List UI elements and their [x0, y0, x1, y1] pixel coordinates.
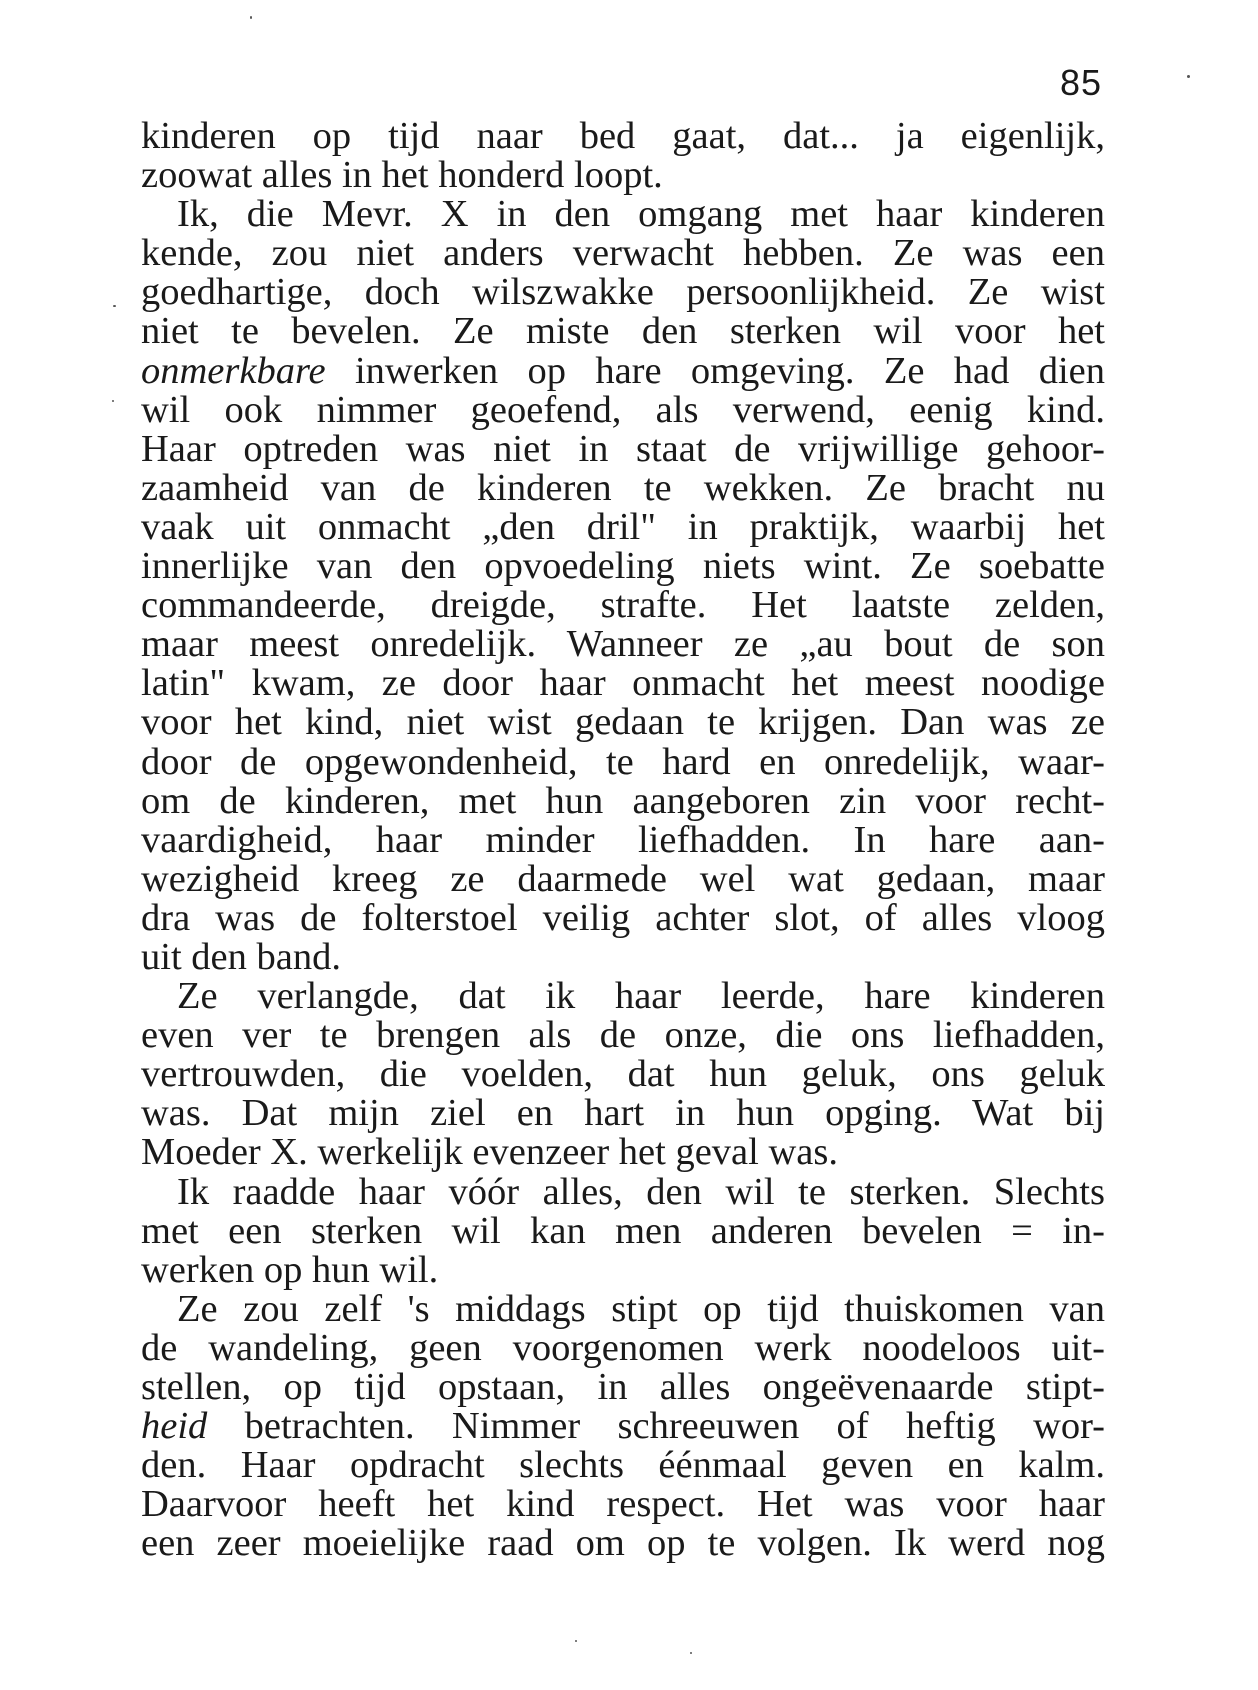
text-line: [141, 977, 1105, 1016]
text-line: [141, 1209, 1105, 1252]
scan-speck: [250, 16, 252, 19]
text-line: [141, 703, 1105, 742]
text-fragment: Haar optreden was niet in staat de vrijwillige gehoor-: [141, 427, 1105, 470]
text-line: [141, 195, 1105, 234]
text-fragment: goedhartige, doch wilszwakke persoonlijkheid. Ze wist: [141, 271, 1105, 314]
text-fragment: stellen, op tijd opstaan, in alles ongeëvenaarde stipt-: [141, 1366, 1105, 1408]
text-line: [141, 1248, 1105, 1291]
text-fragment: Ik raadde haar vóór alles, den wil te sterken. Slechts: [177, 1170, 1105, 1213]
text-fragment: niet te bevelen. Ze miste den sterken wil voor het: [141, 310, 1105, 353]
text-line: [141, 1287, 1105, 1330]
body-text: [141, 117, 1105, 1563]
text-line: [141, 896, 1105, 939]
text-line: [141, 388, 1105, 431]
text-line: [141, 273, 1105, 312]
text-fragment: wil ook nimmer geoefend, als verwend, eenig kind.: [141, 388, 1105, 431]
text-line: [141, 1407, 1105, 1446]
text-line: [141, 349, 1105, 392]
text-line: [141, 1326, 1105, 1369]
text-fragment: kende, zou niet anders verwacht hebben. Ze was een: [141, 232, 1105, 275]
text-fragment: zoowat alles in het honderd loopt.: [141, 154, 663, 197]
text-fragment: Ze zou zelf 's middags stipt op tijd thuiskomen van: [177, 1287, 1105, 1330]
text-fragment: latin" kwam, ze door haar onmacht het meest noodige: [141, 662, 1105, 705]
text-fragment: onmerkbare: [141, 349, 326, 392]
text-fragment: even ver te brengen als de onze, die ons liefhadden,: [141, 1014, 1105, 1057]
text-fragment: was. Dat mijn ziel en hart in hun opging. Wat bij: [141, 1092, 1105, 1135]
text-fragment: Daarvoor heeft het kind respect. Het was voor haar: [141, 1483, 1105, 1526]
text-fragment: commandeerde, dreigde, strafte. Het laatste zelden,: [141, 584, 1105, 627]
text-line: [141, 1524, 1105, 1563]
text-line: [141, 935, 1105, 978]
text-fragment: zaamheid van de kinderen te wekken. Ze bracht nu: [141, 466, 1105, 509]
text-fragment: vaardigheid, haar minder liefhadden. In hare aan-: [141, 818, 1105, 861]
text-line: [141, 818, 1105, 861]
text-fragment: vertrouwden, die voelden, dat hun geluk, ons geluk: [141, 1053, 1105, 1096]
text-line: [141, 1170, 1105, 1213]
page-number: 85: [1060, 62, 1103, 103]
text-line: [141, 1016, 1105, 1055]
text-line: [141, 779, 1105, 822]
text-fragment: Moeder X. werkelijk evenzeer het geval was.: [141, 1131, 838, 1174]
text-line: [141, 466, 1105, 509]
text-line: [141, 547, 1105, 586]
text-line: [141, 1368, 1105, 1407]
scan-speck: [690, 1652, 692, 1654]
text-line: [141, 1446, 1105, 1485]
text-line: [141, 234, 1105, 273]
scan-speck: [112, 400, 114, 402]
text-line: [141, 156, 1105, 195]
text-fragment: met een sterken wil kan men anderen bevelen = in-: [141, 1209, 1105, 1252]
text-fragment: om de kinderen, met hun aangeboren zin voor recht-: [141, 779, 1105, 822]
text-fragment: kinderen op tijd naar bed gaat, dat... ja eigenlijk,: [141, 115, 1105, 157]
scan-speck: [575, 1640, 577, 1642]
text-line: [141, 857, 1105, 900]
text-line: [141, 1094, 1105, 1133]
text-line: [141, 505, 1105, 548]
text-fragment: wezigheid kreeg ze daarmede wel wat gedaan, maar: [141, 857, 1105, 900]
text-fragment: de wandeling, geen voorgenomen werk noodeloos uit-: [141, 1326, 1105, 1369]
text-line: [141, 740, 1105, 783]
text-fragment: door de opgewondenheid, te hard en onredelijk, waar-: [141, 740, 1105, 783]
text-fragment: Ik, die Mevr. X in den omgang met haar kinderen: [177, 193, 1105, 236]
scan-speck: [113, 305, 116, 307]
text-fragment: inwerken op hare omgeving. Ze had dien: [325, 349, 1105, 392]
text-line: [141, 312, 1105, 351]
text-fragment: maar meest onredelijk. Wanneer ze „au bout de son: [141, 623, 1105, 666]
text-line: [141, 625, 1105, 664]
text-fragment: heid: [141, 1405, 208, 1448]
text-fragment: vaak uit onmacht „den dril" in praktijk, waarbij het: [141, 505, 1105, 548]
text-fragment: dra was de folterstoel veilig achter slot, of alles vloog: [141, 896, 1105, 939]
text-line: [141, 1485, 1105, 1524]
text-line: [141, 1055, 1105, 1094]
scan-speck: [1187, 75, 1190, 78]
text-line: [141, 427, 1105, 470]
text-line: [141, 586, 1105, 625]
text-fragment: den. Haar opdracht slechts éénmaal geven en kalm.: [141, 1444, 1105, 1487]
text-fragment: betrachten. Nimmer schreeuwen of heftig wor-: [207, 1405, 1105, 1448]
text-fragment: uit den band.: [141, 935, 341, 978]
text-fragment: werken op hun wil.: [141, 1248, 439, 1291]
text-line: [141, 1133, 1105, 1172]
text-fragment: innerlijke van den opvoedeling niets wint. Ze soebatte: [141, 545, 1105, 588]
text-fragment: een zeer moeielijke raad om op te volgen. Ik werd nog: [141, 1522, 1105, 1565]
text-line: [141, 664, 1105, 703]
text-line: [141, 117, 1105, 156]
text-fragment: voor het kind, niet wist gedaan te krijgen. Dan was ze: [141, 701, 1105, 744]
text-fragment: Ze verlangde, dat ik haar leerde, hare kinderen: [177, 975, 1105, 1018]
